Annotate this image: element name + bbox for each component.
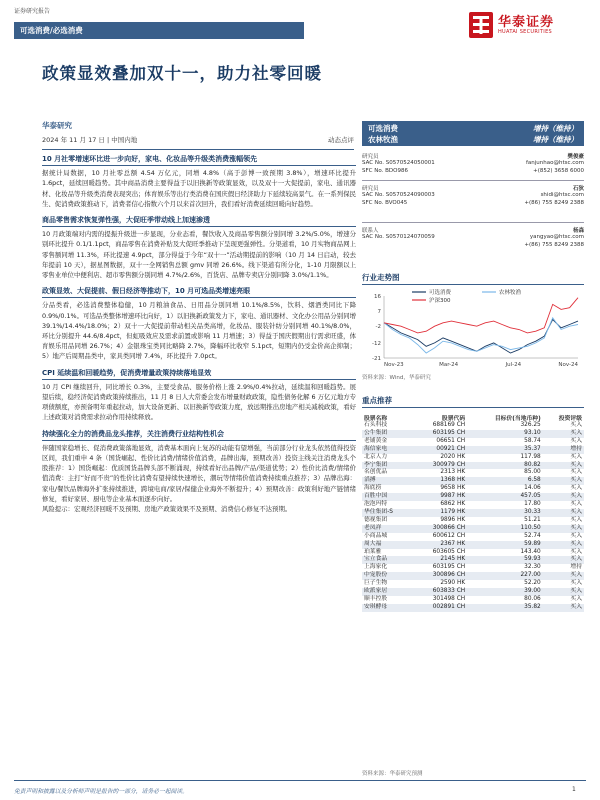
stock-name-cell: 泡泡玛特	[364, 501, 388, 508]
analyst-sac: SAC No. S0570124070059	[362, 234, 435, 240]
section-heading: CPI 延续温和回暖趋势，促消费增量政策持续落地显效	[42, 368, 356, 380]
body-column	[42, 154, 356, 514]
table-row	[362, 493, 584, 501]
analyst-sfc-row	[362, 200, 584, 208]
analyst-sac-row	[362, 234, 584, 242]
rating-cell: 买入	[570, 548, 582, 555]
logo-text-en: HUATAI SECURITIES	[498, 29, 552, 35]
stock-name-cell: 宝立食品	[362, 556, 412, 564]
table-row	[362, 549, 584, 557]
table-row	[362, 564, 584, 572]
meta-line	[42, 135, 354, 147]
chart-source: 资料来源：Wind，华泰研究	[362, 375, 431, 381]
section-text: 据统计局数据，10 月社零总额 4.54 万亿元，同增 4.8%（高于彭博一致预期 3.8%），增速环比提升 1.6pct，延续回暖趋势。其中商品消费主要得益于以旧换新等政策显效，以及双十一大促提前，家电、通讯器材、化妆品等升级类消费表现突出；体育娱乐等出行类消费在国庆假日经济助力下延续较高景气。在一系列保民生、促消费政策推动下，消费者信心指数六个月以来首次回升，我们看好消费延续回暖向好趋势。	[42, 169, 356, 208]
rating-cell: 买入	[543, 556, 584, 564]
stock-code-cell: 1179 HK	[412, 509, 467, 517]
table-row	[362, 596, 584, 604]
meta-divider	[42, 149, 354, 150]
rating-cell: 买入	[543, 604, 584, 612]
trend-chart-title: 行业走势图	[362, 273, 400, 282]
rating-cell: 增持	[543, 446, 584, 454]
meta-separator: |	[107, 136, 112, 144]
target-price-cell: 59.89	[467, 541, 543, 549]
analyst-sac-row	[362, 192, 584, 200]
x-tick-label: Nov-24	[558, 362, 578, 368]
analyst-sac-row	[362, 160, 584, 168]
stock-code-cell: 603195 CH	[432, 564, 466, 571]
rating-sector: 可选消费	[368, 124, 398, 133]
target-price-cell: 326.25	[520, 422, 541, 428]
section-heading: 持续强化全力的消费品龙头推荐，关注消费行业结构性机会	[42, 429, 356, 441]
table-row	[362, 485, 584, 493]
table-row	[362, 422, 584, 430]
table-row	[362, 462, 584, 470]
table-row	[362, 533, 584, 541]
analyst-block	[362, 184, 584, 208]
analyst-name-row	[362, 226, 584, 234]
stock-code-cell: 301498 CH	[432, 595, 466, 602]
stock-code-cell: 6862 HK	[440, 501, 466, 508]
y-tick-label: -2	[375, 324, 381, 331]
analyst-email[interactable]: fanjunhao@htsc.com	[525, 160, 584, 166]
y-tick-label: -12	[372, 340, 381, 347]
column-header: 股票名称	[364, 416, 388, 422]
target-price-cell: 14.06	[524, 485, 541, 492]
report-type-label: 证券研究报告	[14, 8, 51, 15]
report-region: 中国内地	[111, 136, 138, 144]
table-row	[362, 469, 584, 477]
huatai-logo	[468, 11, 584, 41]
table-row	[362, 438, 584, 446]
section-heading: 10 月社零增速环比进一步向好，家电、化妆品等升级类消费涨幅领先	[42, 154, 356, 166]
stock-code-cell: 00921 CH	[412, 446, 467, 454]
table-row	[362, 604, 584, 612]
research-label: 华泰研究	[42, 121, 72, 130]
target-price-cell: 93.10	[467, 430, 543, 438]
stock-code-cell: 300979 CH	[412, 462, 467, 470]
rating-cell: 买入	[570, 501, 582, 508]
trend-chart-rule	[362, 284, 584, 285]
section-text: 10 月 CPI 继续回升，同比增长 0.3%，主要受食品、服务价格上涨 2.9%/0.4%拉动，延续温和回暖趋势。展望后续，稳经济促消费政策持续推出，11 月 8 日人大常委会发布增量财政政策，隐性债务化解 6 万亿元地方专项债额度，亦预备明年重起拉动，加大设备更新、以旧换新等政策力度，放远期推出房地产相关减税政策，看好上述政策对消费需求拉动作用持续释放。	[42, 382, 356, 422]
analyst-sac: SAC No. S0570524050001	[362, 160, 435, 166]
rating-row	[368, 134, 578, 145]
x-tick-label: Nov-23	[384, 362, 404, 368]
target-price-cell: 32.30	[524, 564, 541, 571]
column-header: 股票代码	[441, 416, 466, 422]
rating-box	[362, 121, 584, 146]
rating-cell: 买入	[543, 588, 584, 596]
analyst-divider	[362, 222, 584, 223]
stock-name-cell: 石头科技	[364, 422, 388, 428]
page-number: 1	[572, 786, 576, 793]
stock-name-cell: 名创优品	[364, 469, 388, 476]
rating-cell: 买入	[543, 477, 584, 485]
rating-cell: 买入	[543, 430, 584, 438]
series-line	[384, 318, 578, 353]
section-text: 10 月政策端对内需的提振升级进一步显现，分业态看，餐饮收入及商品零售额分别同增 3.2%/5.0%，增速分别环比提升 0.1/1.1pct，商品零售在消费补贴及大促旺季推动下呈现更强弹性。分渠道看，10 月实物商品网上零售额同增 11.3%，环比提速 4.9pct，部分得益于今年“双十一”活动期提前的影响（10 月 14 日启动，较去年提前 10 天），据星图数据，双十一全网销售总额 gmv 同增 26.6%。线下渠道有所分化，1-10 月限额以上零售业单位中便利店、超市零售额分别同增 4.7%/2.6%，百货店、品牌专卖店分别同降 3.0%/1.1%。	[42, 230, 356, 280]
analyst-sfc: SFC No. BVO045	[362, 200, 408, 206]
rating-cell: 买入	[570, 422, 582, 428]
table-row	[362, 454, 584, 462]
stock-name-cell: 欧派家居	[362, 588, 412, 596]
table-row	[362, 580, 584, 588]
stock-name-cell: 海底捞	[364, 485, 382, 492]
target-price-cell: 35.82	[467, 604, 543, 612]
stock-code-cell: 2020 HK	[440, 453, 466, 460]
risk-warning: 风险提示：宏观经济回暖不及预期、房地产政策效果不及预期、消费信心修复不达预期。	[42, 505, 292, 514]
analyst-phone: +(86) 755 8249 2388	[524, 200, 584, 206]
rating-sector: 农林牧渔	[368, 135, 398, 144]
rating-cell: 买入	[570, 453, 582, 460]
table-row	[362, 517, 584, 525]
category-label: 可选消费/必选消费	[20, 26, 83, 35]
recommend-title: 重点推荐	[362, 396, 392, 405]
stock-code-cell: 300896 CH	[412, 572, 467, 580]
stock-code-cell: 2145 HK	[412, 556, 467, 564]
stock-code-cell: 2313 HK	[440, 469, 466, 476]
analyst-name: 杨森	[572, 228, 584, 234]
table-header-row	[362, 413, 584, 422]
rating-cell: 买入	[543, 541, 584, 549]
analyst-sfc: SFC No. BDO986	[362, 168, 408, 174]
y-tick-label: 7	[377, 309, 381, 316]
target-price-cell: 52.20	[524, 580, 541, 587]
stock-name-cell: 小商品城	[364, 532, 388, 539]
section-text: 伴随国家稳增长、促消费政策落地显效，消费基本面向上复苏的动能有望增强，当前部分行业龙头依然值得投资区间，我们重申 4 条（国货崛起、性价比消费/情绪价值消费，品牌出海，预期改善）投资主线关注消费龙头个股推荐：1）国货崛起：优质国货品牌头部不断涌现，持续看好出品牌/产品/渠道优势；2）性价比消费/情绪价值消费：主打“好而不贵”的性价比消费有望持续快速增长，潮玩等情绪价值消费持续重点推荐；3）品牌出海：家电/餐饮品牌海外扩张持续推进，跨境电商/家居/保健企业海外不断提升；4）预期改善：政策利好地产链情绪修复，看好家居、厨电等企业基本面逐步向好。	[42, 443, 356, 503]
analyst-block	[362, 152, 584, 176]
stock-name-cell: 老凤祥	[362, 525, 412, 533]
target-price-cell: 80.06	[524, 595, 541, 602]
rating-cell: 买入	[570, 516, 582, 523]
analyst-name: 石狄	[572, 186, 584, 192]
analyst-phone-row	[362, 242, 584, 250]
stock-code-cell: 600612 CH	[432, 532, 466, 539]
rating-cell: 买入	[543, 572, 584, 580]
rating-value: 增持（维持）	[533, 135, 578, 144]
x-tick-label: Mar-24	[439, 362, 459, 368]
analyst-name: 樊俊豪	[567, 154, 584, 160]
analyst-phone: +(86) 755 8249 2388	[524, 242, 584, 248]
stock-code-cell: 9896 HK	[440, 516, 466, 523]
analyst-email[interactable]: shidi@htsc.com	[540, 192, 584, 198]
table-row	[362, 477, 584, 485]
rating-cell: 买入	[543, 493, 584, 501]
rating-cell: 买入	[570, 595, 582, 602]
rating-cell: 买入	[570, 485, 582, 492]
stock-name-cell: 老铺黄金	[364, 437, 388, 444]
recommend-rule	[362, 407, 584, 408]
target-price-cell: 143.40	[520, 548, 541, 555]
stock-name-cell: 巨子生物	[364, 580, 388, 587]
stock-name-cell: 百胜中国	[362, 493, 412, 501]
legend-label: 农林牧渔	[499, 290, 522, 296]
section-text: 分品类看，必选消费整体稳健，10 月粮油食品、日用品分别同增 10.1%/8.5%，饮料、烟酒类同比下降 0.9%/0.1%。可选品类整体增速环比向好，1）以旧换新政策发力下，家电、通讯器材、文化办公用品分别同增 39.1%/14.4%/18.0%；2）双十一大促提前带动相关品类高增，化妆品、服装针纺分别同增 40.1%/8.0%，环比分别提升 44.6/8.4pct，但虹吸效应及需求前置或影响 11 月增速；3）得益于国庆假期出行需求旺盛，体育娱乐用品同增 26.7%；4）金银珠宝类同比略降 2.7%，降幅环比收窄 5.1pct，短期内仍受金价高企抑制；5）地产后周期品类中，家具类同增 7.4%，环比提升 7.0pct。	[42, 301, 356, 361]
report-kind: 动态点评	[328, 136, 354, 144]
stock-code-cell: 688169 CH	[432, 422, 466, 428]
legend-label: 沪深300	[429, 298, 451, 304]
rating-cell: 买入	[570, 580, 582, 587]
rating-value: 增持（维持）	[533, 124, 578, 133]
stock-code-cell: 9658 HK	[440, 485, 466, 492]
stock-name-cell: 李宁集团	[362, 462, 412, 470]
target-price-cell: 39.00	[467, 588, 543, 596]
stock-name-cell: 海信家电	[362, 446, 412, 454]
stock-name-cell: 顺丰控股	[364, 595, 388, 602]
target-price-cell: 85.00	[524, 469, 541, 476]
stock-code-cell: 300866 CH	[412, 525, 467, 533]
target-price-cell: 6.58	[467, 477, 543, 485]
stock-name-cell: 周大福	[362, 541, 412, 549]
stock-name-cell: 德视集团	[364, 516, 388, 523]
y-tick-label: 16	[374, 294, 381, 300]
analyst-name-row	[362, 184, 584, 192]
stock-code-cell: 2367 HK	[412, 541, 467, 549]
analyst-role: 研究员	[362, 186, 379, 192]
stock-code-cell: 2590 HK	[440, 580, 466, 587]
target-price-cell: 51.21	[524, 516, 541, 523]
analyst-email[interactable]: yangyao@htsc.com	[529, 234, 584, 240]
target-price-cell: 17.80	[524, 501, 541, 508]
rating-row	[368, 123, 578, 134]
stock-name-cell: 滔搏	[362, 477, 412, 485]
table-row	[362, 509, 584, 517]
stock-name-cell: 上海家化	[364, 564, 388, 571]
analyst-name-row	[362, 152, 584, 160]
stock-name-cell: 安琪酵母	[362, 604, 412, 612]
table-row	[362, 501, 584, 509]
rating-cell: 增持	[570, 564, 582, 571]
stock-name-cell: 中宠股份	[362, 572, 412, 580]
stock-code-cell: 06651 CH	[436, 437, 466, 444]
table-row	[362, 446, 584, 454]
target-price-cell: 110.50	[467, 525, 543, 533]
stock-name-cell: 华住集团-S	[362, 509, 412, 517]
target-price-cell: 58.74	[524, 437, 541, 444]
rating-cell: 买入	[570, 532, 582, 539]
table-row	[362, 556, 584, 564]
table-row	[362, 572, 584, 580]
stock-code-cell: 9987 HK	[412, 493, 467, 501]
stock-name-cell: 珀莱雅	[364, 548, 382, 555]
logo-text-cn: 华泰证券	[498, 15, 555, 30]
y-tick-label: -21	[372, 356, 381, 362]
trend-chart	[362, 288, 584, 372]
analyst-phone: +(852) 3658 6000	[533, 168, 584, 174]
footer-disclaimer: 免责声明和披露以及分析师声明是报告的一部分，请务必一起阅读。	[14, 789, 188, 795]
rating-cell: 买入	[570, 437, 582, 444]
table-row	[362, 430, 584, 438]
analyst-divider	[362, 180, 584, 181]
rating-cell: 买入	[543, 462, 584, 470]
stock-name-cell: 北京人力	[364, 453, 388, 460]
stock-code-cell: 1368 HK	[412, 477, 467, 485]
rating-cell: 买入	[543, 509, 584, 517]
stock-code-cell: 603833 CH	[412, 588, 467, 596]
target-price-cell: 30.33	[467, 509, 543, 517]
target-price-cell: 35.37	[467, 446, 543, 454]
analyst-block	[362, 226, 584, 250]
recommend-table	[362, 413, 584, 612]
target-price-cell: 80.82	[467, 462, 543, 470]
analyst-sac: SAC No. S0570524090003	[362, 192, 435, 198]
stock-code-cell: 603605 CH	[432, 548, 466, 555]
analyst-role: 研究员	[362, 154, 379, 160]
legend-label: 可选消费	[429, 290, 452, 296]
table-row	[362, 525, 584, 533]
column-header: 投资评级	[558, 416, 582, 422]
report-title: 政策显效叠加双十一，助力社零回暖	[42, 64, 322, 83]
section-heading: 商品零售需求恢复弹性强，大促旺季带动线上加速渗透	[42, 215, 356, 227]
target-price-cell: 227.00	[467, 572, 543, 580]
stock-code-cell: 002891 CH	[412, 604, 467, 612]
report-date: 2024 年 11 月 17 日	[42, 136, 105, 144]
table-row	[362, 588, 584, 596]
stock-name-cell: 公牛集团	[362, 430, 412, 438]
section-heading: 政策显效、大促提前、假日经济等推动下，10 月可选品类增速亮眼	[42, 286, 356, 298]
target-price-cell: 117.98	[520, 453, 541, 460]
target-price-cell: 457.05	[467, 493, 543, 501]
analyst-sfc-row	[362, 168, 584, 176]
x-tick-label: Jul-24	[505, 362, 522, 368]
stock-code-cell: 603195 CH	[412, 430, 467, 438]
table-row	[362, 541, 584, 549]
footer-divider	[14, 780, 586, 781]
table-source: 资料来源：华泰研究预测	[362, 771, 423, 777]
column-header: 目标价(当地币种)	[494, 416, 541, 422]
analyst-role: 联系人	[362, 228, 379, 234]
rating-cell: 买入	[543, 525, 584, 533]
target-price-cell: 52.74	[524, 532, 541, 539]
rating-cell: 买入	[570, 469, 582, 476]
target-price-cell: 59.93	[467, 556, 543, 564]
logo-mark-icon	[468, 11, 494, 39]
